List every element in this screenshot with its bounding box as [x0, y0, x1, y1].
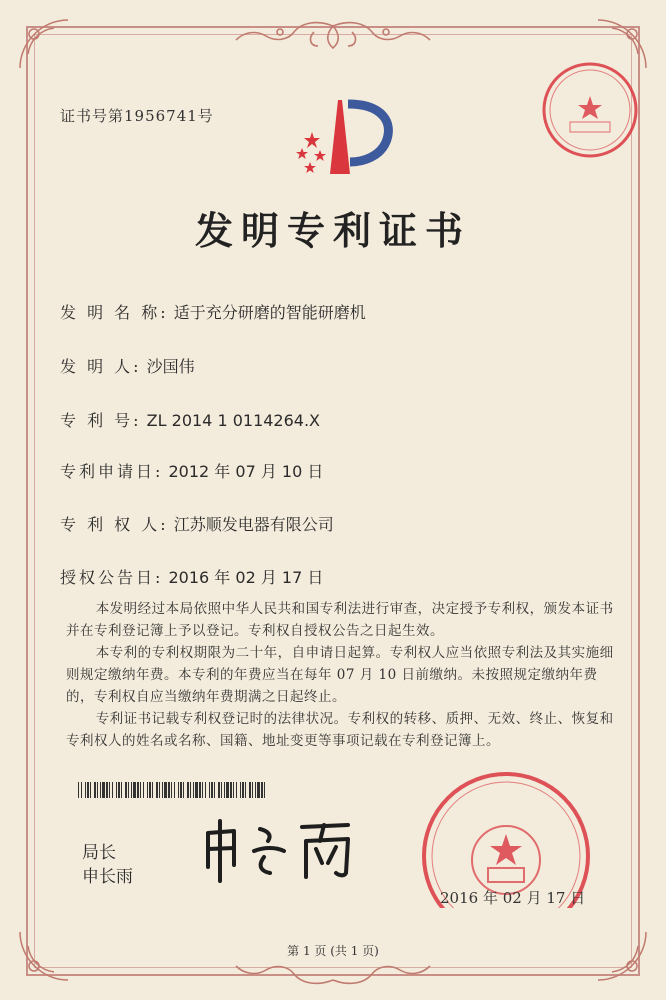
field-inventor — [60, 354, 195, 377]
page-footer: 第 1 页 (共 1 页) — [287, 944, 379, 958]
field-value: 适于充分研磨的智能研磨机 — [173, 303, 366, 322]
agency-seal-icon — [540, 60, 640, 160]
certificate-number: 证书号第1956741号 — [60, 107, 214, 125]
patent-office-logo-icon — [290, 92, 400, 182]
director-signature-icon — [198, 815, 368, 885]
body-paragraph: 本发明经过本局依照中华人民共和国专利法进行审查，决定授予专利权，颁发本证书并在专利登记簿上予以登记。专利权自授权公告之日起生效。 — [66, 601, 614, 639]
field-patentee — [60, 512, 334, 535]
certificate-body — [66, 598, 614, 752]
corner-ornament-tl — [14, 14, 74, 74]
seal-date: 2016 年 02 月 17 日 — [440, 889, 586, 907]
field-value: 2016 年 02 月 17 日 — [168, 568, 324, 587]
field-label: 授权公告日: — [60, 568, 164, 587]
body-paragraph: 本专利的专利权期限为二十年，自申请日起算。专利权人应当依照专利法及其实施细则规定缴纳年费。本专利的年费应当在每年 07 月 10 日前缴纳。未按照规定缴纳年费的，专利权自应当缴纳年费期满之日起终止。 — [66, 645, 614, 705]
field-value: 沙国伟 — [146, 357, 195, 376]
field-value: 江苏顺发电器有限公司 — [173, 515, 334, 534]
field-label: 发 明 人: — [60, 357, 142, 376]
field-value: ZL 2014 1 0114264.X — [146, 411, 321, 430]
director-name: 申长雨 — [82, 867, 133, 887]
field-value: 2012 年 07 月 10 日 — [168, 462, 324, 481]
field-label: 专利申请日: — [60, 462, 164, 481]
field-invention-name — [60, 300, 366, 323]
top-ornament — [230, 18, 436, 52]
bottom-ornament — [230, 958, 436, 988]
director-title: 局长 — [82, 843, 116, 863]
field-patent-number — [60, 408, 320, 431]
field-label: 发 明 名 称: — [60, 303, 169, 322]
body-paragraph: 专利证书记载专利权登记时的法律状况。专利权的转移、质押、无效、终止、恢复和专利权人的姓名或名称、国籍、地址变更等事项记载在专利登记簿上。 — [66, 711, 614, 749]
field-grant-date — [60, 565, 323, 588]
field-application-date — [60, 459, 323, 482]
certificate-title: 发明专利证书 — [194, 208, 471, 253]
field-label: 专 利 权 人: — [60, 515, 169, 534]
barcode-icon — [78, 782, 268, 798]
field-label: 专 利 号: — [60, 411, 142, 430]
